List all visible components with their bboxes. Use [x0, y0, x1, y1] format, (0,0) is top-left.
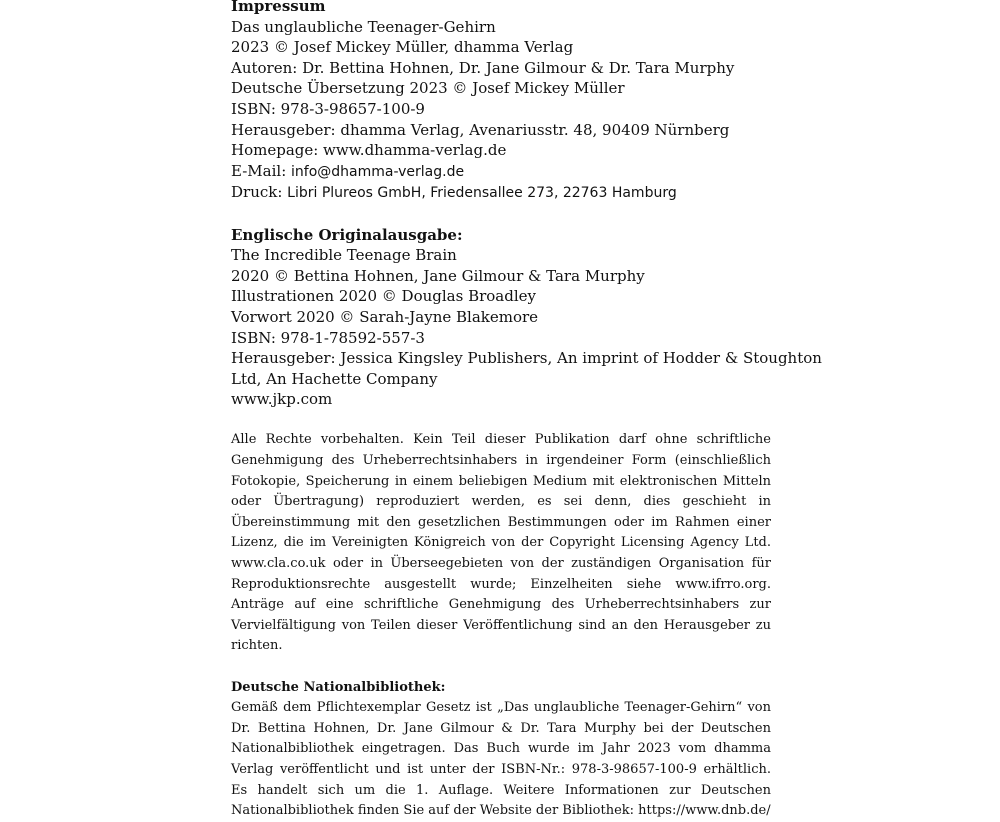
email-line	[231, 161, 771, 183]
book-title-line: Das unglaubliche Teenager-Gehirn	[231, 17, 496, 36]
original-edition-block	[231, 225, 822, 410]
imprint-page	[231, 0, 822, 822]
printer-label: Druck:	[231, 183, 288, 202]
rights-paragraph: Alle Rechte vorbehalten. Kein Teil dieser Publikation darf ohne schriftliche Genehmigung des Urheberrechtsinhabers in irgendeiner Form (einschließlich Fotokopie, Speicherung in einem beliebigen Medium mit elektronischen Mitteln oder Übertragung) reproduziert werden, es sei denn, dies geschieht in Übereinstimmung mit den gesetzlichen Bestimmungen oder im Rahmen einer Lizenz, die im Vereinigten Königreich von der Copyright Licensing Agency Ltd. www.cla.co.uk oder in Überseegebieten von der zuständigen Organisation für Reproduktionsrechte ausgestellt wurde; Einzelheiten siehe www.ifrro.org. Anträge auf eine schriftliche Genehmigung des Urheberrechtsinhabers zur Vervielfältigung von Teilen dieser Veröffentlichung sind an den Herausgeber zu richten.	[231, 432, 771, 654]
publisher-line: Herausgeber: dhamma Verlag, Avenariusstr. 48, 90409 Nürnberg	[231, 120, 730, 139]
copyright-line: 2023 © Josef Mickey Müller, dhamma Verlag	[231, 38, 574, 57]
email-label: E-Mail:	[231, 161, 292, 180]
homepage-line: Homepage: www.dhamma-verlag.de	[231, 141, 507, 160]
original-website-line: www.jkp.com	[231, 390, 333, 409]
isbn-line: ISBN: 978-3-98657-100-9	[231, 99, 425, 118]
original-copyright-line: 2020 © Bettina Hohnen, Jane Gilmour & Tara Murphy	[231, 266, 645, 285]
original-publisher-line: Herausgeber: Jessica Kingsley Publishers, An imprint of Hodder & Stoughton	[231, 349, 822, 368]
original-publisher-line-2: Ltd, An Hachette Company	[231, 369, 438, 388]
impressum-block	[231, 0, 771, 204]
printer-address: Libri Plureos GmbH, Friedensallee 273, 22763 Hamburg	[287, 185, 677, 202]
impressum-heading: Impressum	[231, 0, 326, 15]
illustrations-line: Illustrationen 2020 © Douglas Broadley	[231, 287, 536, 306]
original-edition-heading: Englische Originalausgabe:	[231, 225, 463, 244]
foreword-line: Vorwort 2020 © Sarah-Jayne Blakemore	[231, 307, 539, 326]
dnb-heading: Deutsche Nationalbibliothek:	[231, 679, 446, 695]
original-title-line: The Incredible Teenage Brain	[231, 246, 457, 265]
authors-line: Autoren: Dr. Bettina Hohnen, Dr. Jane Gilmour & Dr. Tara Murphy	[231, 58, 735, 77]
original-isbn-line: ISBN: 978-1-78592-557-3	[231, 328, 425, 347]
translation-line: Deutsche Übersetzung 2023 © Josef Mickey Müller	[231, 79, 625, 98]
email-address: info@dhamma-verlag.de	[291, 163, 465, 180]
printer-line	[231, 182, 771, 204]
dnb-paragraph: Gemäß dem Pflichtexemplar Gesetz ist „Das unglaubliche Teenager-Gehirn“ von Dr. Bettina Hohnen, Dr. Jane Gilmour & Dr. Tara Murphy bei der Deutschen Nationalbibliothek eingetragen. Das Buch wurde im Jahr 2023 vom dhamma Verlag veröffentlicht und ist unter der ISBN-Nr.: 978-3-98657-100-9 erhältlich. Es handelt sich um die 1. Auflage. Weitere Informationen zur Deutschen Nationalbibliothek finden Sie auf der Website der Bibliothek: https://www.dnb.de/	[231, 700, 771, 819]
